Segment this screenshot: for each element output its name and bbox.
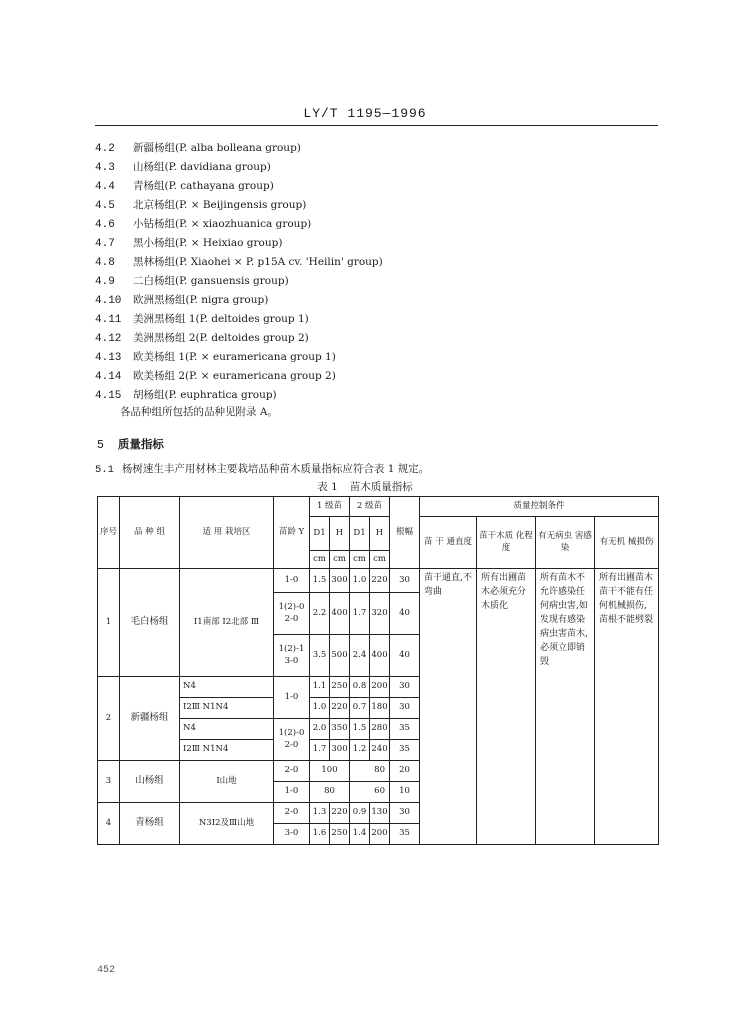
header-pest: 有无病虫 害感染 bbox=[536, 517, 595, 569]
table-row: 1-0 80 60 10 bbox=[98, 782, 659, 803]
table-row: N4 1(2)-0 2-0 2.0 350 1.5 280 35 bbox=[98, 719, 659, 740]
list-item: 4.10 欧洲黑杨组(P. nigra group) bbox=[95, 294, 269, 307]
list-item: 4.4 青杨组(P. cathayana group) bbox=[95, 180, 274, 193]
unit-cell: cm bbox=[330, 551, 350, 569]
quality-table bbox=[97, 496, 659, 845]
page-number: 452 bbox=[97, 965, 116, 976]
list-item: 4.14 欧美杨组 2(P. × euramericana group 2) bbox=[95, 370, 336, 383]
unit-cell: cm bbox=[370, 551, 390, 569]
table-row: 1(2)-1 3-0 3.5 500 2.4 400 40 bbox=[98, 635, 659, 677]
list-item: 4.13 欧美杨组 1(P. × euramericana group 1) bbox=[95, 351, 336, 364]
header-age: 苗龄 Y bbox=[274, 497, 310, 569]
table-row: Ⅰ2Ⅲ N1N4 1.0 220 0.7 180 30 bbox=[98, 698, 659, 719]
table-row: 4 青杨组 N3Ⅰ2及Ⅲ山地 2-0 1.3 220 0.9 130 30 bbox=[98, 803, 659, 824]
list-item: 4.8 黑林杨组(P. Xiaohei × P. p15A cv. 'Heilin' group) bbox=[95, 256, 383, 269]
header-h: H bbox=[330, 517, 350, 551]
list-item: 4.15 胡杨组(P. euphratica group) bbox=[95, 389, 277, 402]
table-caption: 表 1 苗木质量指标 bbox=[317, 481, 413, 493]
table-row: 3 山杨组 Ⅰ山地 2-0 100 80 20 bbox=[98, 761, 659, 782]
header-quality-control: 质量控制条件 bbox=[420, 497, 659, 517]
table-row: 1(2)-0 2-0 2.2 400 1.7 320 40 bbox=[98, 593, 659, 635]
header-variety: 品 种 组 bbox=[120, 497, 180, 569]
list-item: 4.5 北京杨组(P. × Beijingensis group) bbox=[95, 199, 307, 212]
table-row: 1 毛白杨组 Ⅰ1南部 Ⅰ2北部 Ⅲ 1-0 1.5 300 1.0 220 30 苗干通直,不弯曲 所有出圃苗木必须充分木质化 所有苗木不允许感染任何病虫害,如发现有感染病虫害苗木,必须立即销毁 所有出圃苗木苗干不能有任何机械损伤,苗根不能劈裂 bbox=[98, 569, 659, 593]
list-item: 4.3 山杨组(P. davidiana group) bbox=[95, 161, 271, 174]
list-item: 4.12 美洲黑杨组 2(P. deltoides group 2) bbox=[95, 332, 309, 345]
header-grade-1: 1 级苗 bbox=[310, 497, 350, 517]
table-row: Ⅰ2Ⅲ N1N4 1.7 300 1.2 240 35 bbox=[98, 740, 659, 761]
header-straightness: 苗 干 通直度 bbox=[420, 517, 477, 569]
header-grade-2: 2 级苗 bbox=[350, 497, 390, 517]
header-damage: 有无机 械损伤 bbox=[595, 517, 659, 569]
group-list bbox=[95, 139, 383, 405]
list-item: 4.9 二白杨组(P. gansuensis group) bbox=[95, 275, 289, 288]
unit-cell: cm bbox=[350, 551, 370, 569]
header-lignification: 苗干木质 化程度 bbox=[477, 517, 536, 569]
cond-straightness: 苗干通直,不弯曲 bbox=[420, 569, 477, 845]
table-row: 2 新疆杨组 N4 1-0 1.1 250 0.8 200 30 bbox=[98, 677, 659, 698]
cond-damage: 所有出圃苗木苗干不能有任何机械损伤,苗根不能劈裂 bbox=[595, 569, 659, 845]
table-row: 3-0 1.6 250 1.4 200 35 bbox=[98, 824, 659, 845]
standard-header: LY/T 1195—1996 bbox=[303, 106, 427, 121]
section-heading: 5 质量指标 bbox=[97, 437, 164, 452]
list-item: 4.11 美洲黑杨组 1(P. deltoides group 1) bbox=[95, 313, 309, 326]
header-d1: D1 bbox=[310, 517, 330, 551]
unit-cell: cm bbox=[310, 551, 330, 569]
header-root: 根幅 bbox=[390, 497, 420, 569]
list-item: 4.7 黑小杨组(P. × Heixiao group) bbox=[95, 237, 283, 250]
clause-5-1: 5.1 杨树速生丰产用材林主要栽培品种苗木质量指标应符合表 1 规定。 bbox=[95, 463, 430, 476]
cond-pest: 所有苗木不允许感染任何病虫害,如发现有感染病虫害苗木,必须立即销毁 bbox=[536, 569, 595, 845]
header-seq: 序号 bbox=[98, 497, 120, 569]
header-d1-2: D1 bbox=[350, 517, 370, 551]
cond-lignification: 所有出圃苗木必须充分木质化 bbox=[477, 569, 536, 845]
list-item: 4.2 新疆杨组(P. alba bolleana group) bbox=[95, 142, 301, 155]
appendix-note: 各品种组所包括的品种见附录 A。 bbox=[120, 406, 278, 418]
header-h-2: H bbox=[370, 517, 390, 551]
header-region: 适 用 栽培区 bbox=[180, 497, 274, 569]
header-rule bbox=[95, 125, 658, 126]
list-item: 4.6 小钻杨组(P. × xiaozhuanica group) bbox=[95, 218, 312, 231]
